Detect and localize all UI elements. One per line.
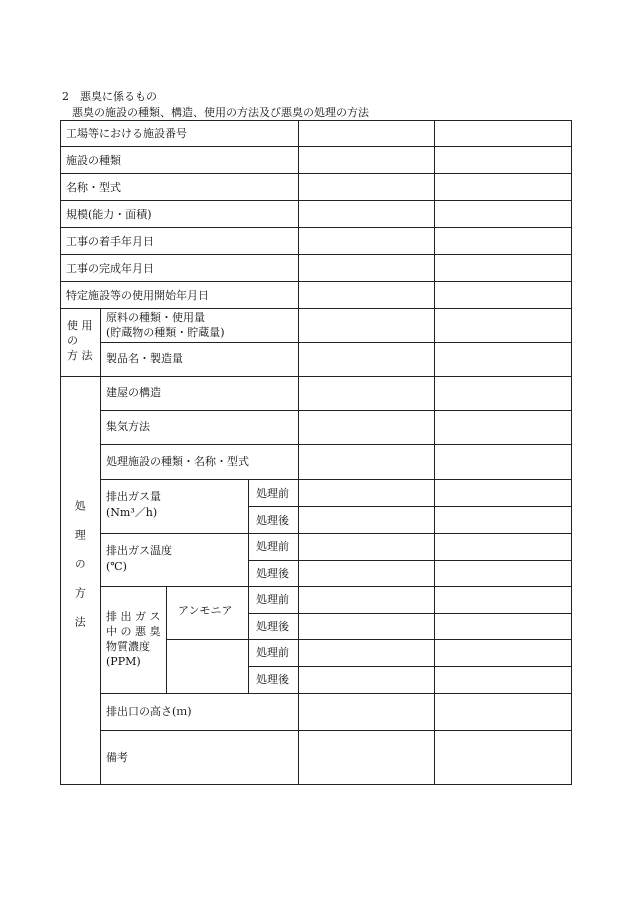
- cell-label-temp-after: 処理後: [256, 567, 289, 580]
- row-label-odor-conc-2: 中 の 悪 臭: [106, 625, 161, 638]
- cell-label-volume-before: 処理前: [256, 487, 289, 500]
- cell-label-ammonia-after: 処理後: [256, 620, 289, 633]
- row-label-exhaust-temp-2: (℃): [106, 560, 127, 573]
- row-label-odor-conc-1: 排 出 ガ ス: [106, 610, 161, 623]
- row-label-scale: 規模(能力・面積): [66, 208, 152, 221]
- row-label-name-model: 名称・型式: [66, 181, 121, 194]
- cell-label-other-before: 処理前: [256, 646, 289, 659]
- row-label-exhaust-volume-1: 排出ガス量: [106, 490, 161, 503]
- row-label-outlet-height: 排出口の高さ(ｍ): [106, 705, 192, 718]
- section-heading: 2 悪臭に係るもの: [62, 90, 157, 103]
- cell-label-ammonia-before: 処理前: [256, 593, 289, 606]
- odor-facility-form-table: [60, 120, 572, 785]
- group-label-usage-method-1: 使 用: [67, 319, 93, 332]
- cell-label-volume-after: 処理後: [256, 514, 289, 527]
- section-subheading: 悪臭の施設の種類、構造、使用の方法及び悪臭の処理の方法: [72, 106, 369, 119]
- row-label-equipment: 処理施設の種類・名称・型式: [106, 455, 249, 468]
- substance-label-ammonia: アンモニア: [178, 604, 233, 617]
- row-label-exhaust-temp-1: 排出ガス温度: [106, 544, 172, 557]
- row-label-construction-complete: 工事の完成年月日: [66, 262, 154, 275]
- group-label-treatment-method: 処理の方法: [73, 500, 87, 645]
- group-label-usage-method-2: の: [67, 334, 78, 347]
- row-label-odor-conc-3: 物質濃度: [106, 640, 150, 653]
- row-label-raw-materials-2: (貯蔵物の種類・貯蔵量): [106, 326, 225, 339]
- row-label-exhaust-volume-2: (Nm³／h): [106, 506, 158, 519]
- row-label-odor-conc-4: (PPM): [106, 655, 141, 668]
- cell-label-temp-before: 処理前: [256, 540, 289, 553]
- row-label-collection: 集気方法: [106, 420, 150, 433]
- row-label-raw-materials-1: 原料の種類・使用量: [106, 311, 205, 324]
- row-label-building: 建屋の構造: [106, 386, 161, 399]
- row-label-factory-number: 工場等における施設番号: [66, 127, 187, 140]
- cell-label-other-after: 処理後: [256, 673, 289, 686]
- row-label-usage-start: 特定施設等の使用開始年月日: [66, 289, 209, 302]
- row-label-facility-type: 施設の種類: [66, 154, 121, 167]
- group-label-usage-method-3: 方 法: [67, 349, 93, 362]
- row-label-remarks: 備考: [106, 751, 128, 764]
- row-label-construction-start: 工事の着手年月日: [66, 235, 154, 248]
- row-label-product: 製品名・製造量: [106, 352, 183, 365]
